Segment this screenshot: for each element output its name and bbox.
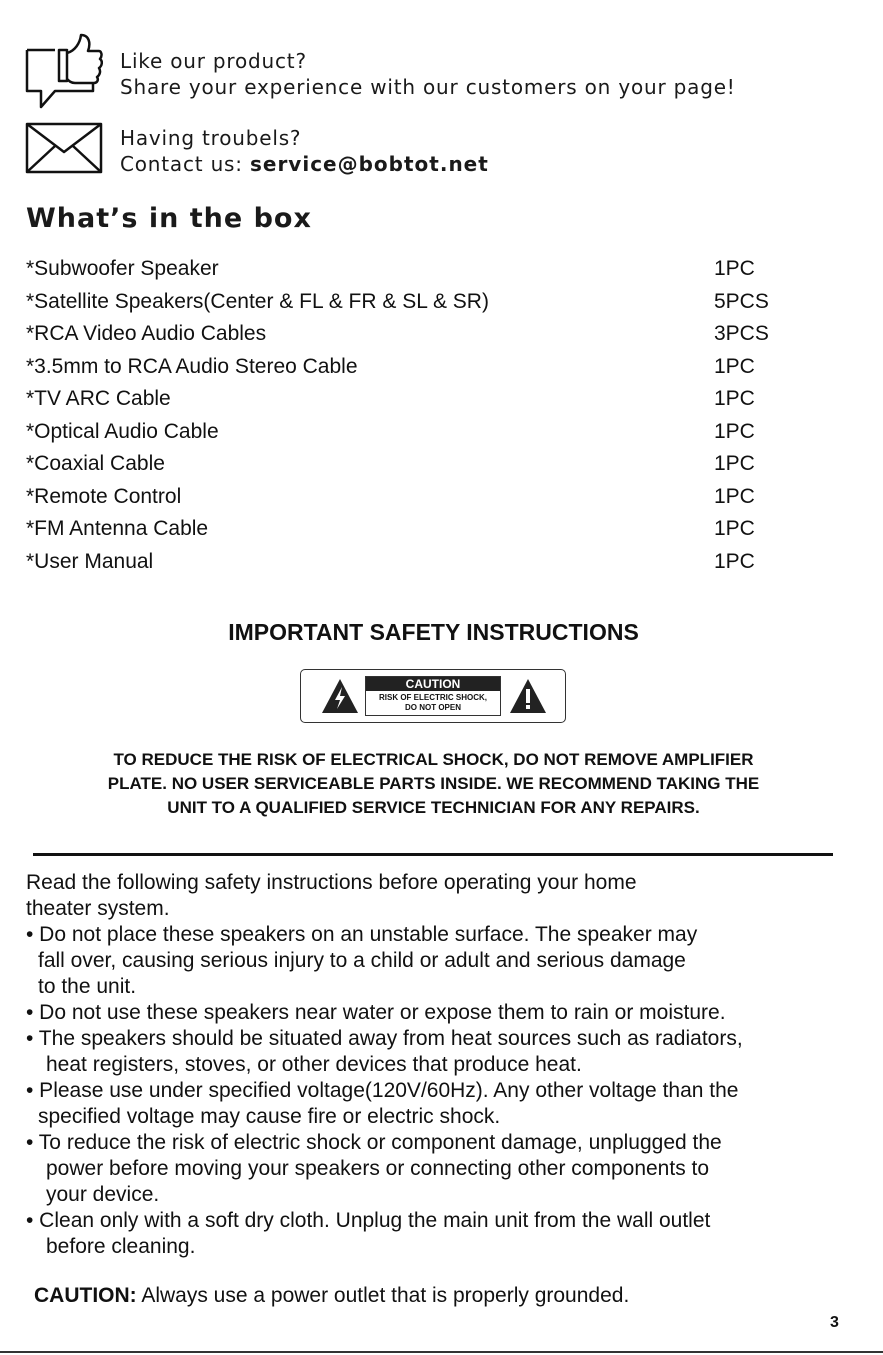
instruction-line: • The speakers should be situated away from heat sources such as radiators, [26,1027,743,1050]
list-item [26,384,846,417]
item-name: *3.5mm to RCA Audio Stereo Cable [26,354,358,378]
caution-sub-1: RISK OF ELECTRIC SHOCK, [378,693,487,702]
envelope-icon [25,122,103,174]
instruction-line: • To reduce the risk of electric shock or component damage, unplugged the [26,1131,722,1154]
item-qty: 1PC [714,419,755,443]
list-item [26,287,846,320]
item-name: *TV ARC Cable [26,387,171,410]
instruction-line: specified voltage may cause fire or electric shock. [38,1105,501,1128]
item-qty: 1PC [714,257,755,280]
item-name: *Satellite Speakers(Center & FL & FR & SL & SR) [26,289,489,313]
instruction-line: • Do not place these speakers on an unstable surface. The speaker may [26,923,698,946]
safety-title: IMPORTANT SAFETY INSTRUCTIONS [228,619,639,645]
list-item [26,482,846,515]
item-qty: 1PC [714,387,755,410]
item-qty: 3PCS [714,322,769,345]
shock-warning-icon [321,678,359,714]
item-name: *FM Antenna Cable [26,517,209,540]
item-name: *User Manual [26,549,154,573]
contact-line [120,151,489,177]
caution-text-block [365,676,501,716]
caution-note-label: CAUTION: [34,1284,137,1307]
box-contents-title: What’s in the box [26,203,312,234]
list-item [26,417,846,450]
thumbs-up-icon [25,33,103,109]
list-item [26,319,846,352]
instruction-line: heat registers, stoves, or other devices that produce heat. [46,1053,582,1076]
warning-line: PLATE. NO USER SERVICEABLE PARTS INSIDE. WE RECOMMEND TAKING THE [107,774,760,793]
instruction-line: • Do not use these speakers near water or expose them to rain or moisture. [26,1001,726,1024]
instruction-line: • Clean only with a soft dry cloth. Unplug the main unit from the wall outlet [26,1209,711,1232]
share-prompt: Share your experience with our customers on your page! [120,75,736,99]
safety-instructions [26,870,866,1260]
instruction-line: theater system. [26,897,170,920]
instruction-line: fall over, causing serious injury to a child or adult and serious damage [38,949,686,972]
list-item [26,254,846,287]
list-item [26,547,846,580]
item-name: *Remote Control [26,484,182,508]
warning-line: TO REDUCE THE RISK OF ELECTRICAL SHOCK, DO NOT REMOVE AMPLIFIER [113,750,754,769]
contact-prefix: Contact us: [120,152,250,176]
exclamation-warning-icon [509,678,547,714]
section-divider [33,853,833,856]
item-qty: 1PC [714,549,755,573]
item-name: *Subwoofer Speaker [26,257,219,280]
item-qty: 1PC [714,452,755,475]
item-qty: 1PC [714,517,755,540]
list-item [26,449,846,482]
trouble-question: Having troubels? [120,126,302,150]
caution-label [300,669,566,723]
instruction-line: Read the following safety instructions before operating your home [26,871,637,894]
item-name: *RCA Video Audio Cables [26,322,267,345]
caution-heading: CAUTION [366,677,500,691]
caution-sub-2: DO NOT OPEN [404,703,461,712]
contact-email[interactable]: service@bobtot.net [249,152,489,176]
instruction-line: to the unit. [38,975,137,998]
instruction-line: before cleaning. [46,1235,196,1258]
instruction-line: your device. [46,1183,160,1206]
box-contents-list [26,254,846,579]
caution-note-text: Always use a power outlet that is properly grounded. [136,1284,630,1307]
instruction-line: power before moving your speakers or connecting other components to [46,1157,710,1180]
grounding-caution [34,1283,629,1309]
shock-warning-text [0,748,867,820]
warning-line: UNIT TO A QUALIFIED SERVICE TECHNICIAN FOR ANY REPAIRS. [167,798,700,817]
item-qty: 1PC [714,484,755,508]
like-question: Like our product? [120,49,307,73]
instruction-line: • Please use under specified voltage(120V/60Hz). Any other voltage than the [26,1079,739,1102]
list-item [26,514,846,547]
list-item [26,352,846,385]
page-number: 3 [830,1314,839,1331]
item-qty: 5PCS [714,289,769,313]
item-name: *Optical Audio Cable [26,419,219,443]
page-bottom-edge [0,1351,883,1353]
item-name: *Coaxial Cable [26,452,165,475]
item-qty: 1PC [714,354,755,378]
